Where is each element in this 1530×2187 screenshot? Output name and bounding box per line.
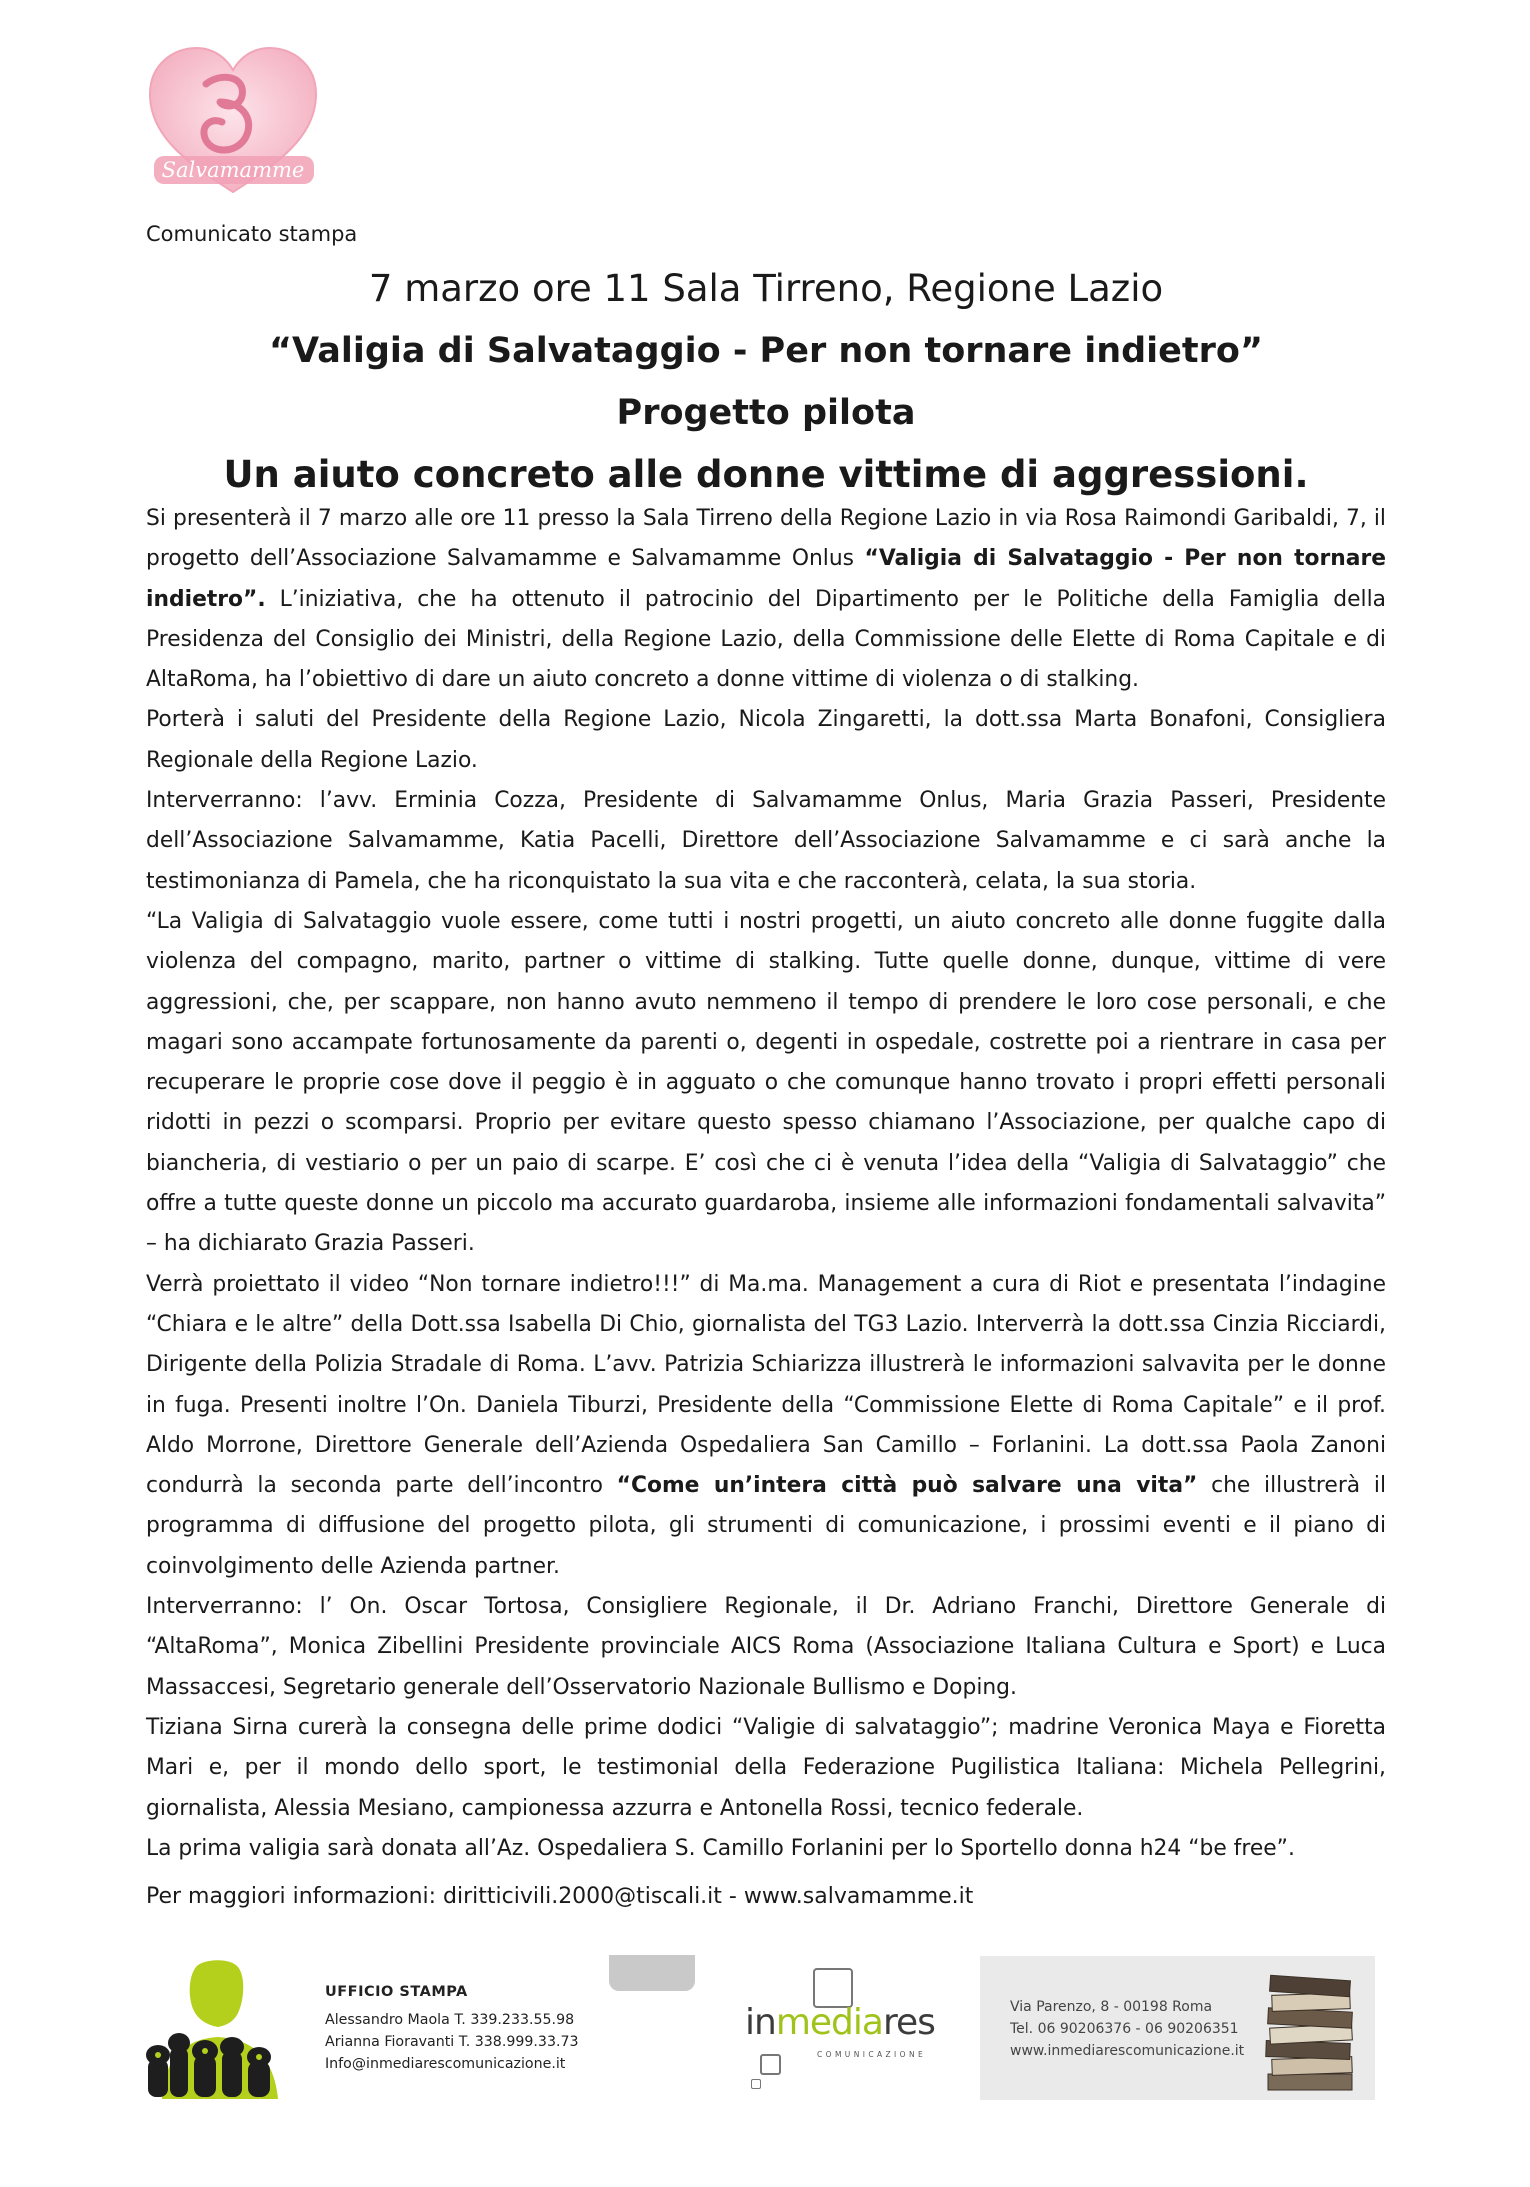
agency-address-box	[980, 1956, 1375, 2100]
website-line: www.inmediarescomunicazione.it	[1010, 2043, 1245, 2059]
inmediares-logo	[745, 1962, 960, 2092]
phone-line: Tel. 06 90206376 - 06 90206351	[1010, 2021, 1239, 2037]
logo-text: Salvamamme	[161, 158, 305, 182]
headings	[146, 258, 1386, 506]
paragraph-text: L’iniziativa, che ha ottenuto il patrocinio del Dipartimento per le Politiche della Famiglia della Presidenza del Consiglio dei Ministri, della Regione Lazio, della Commissione delle Elette di Roma Capitale e di AltaRoma, ha l’obiettivo di dare un aiuto concreto a donne vittime di violenza o di stalking.	[146, 586, 1386, 693]
press-office-heading: UFFICIO STAMPA	[325, 1984, 468, 2000]
brand-subtitle: COMUNICAZIONE	[817, 2050, 927, 2059]
paragraph-quote: “La Valigia di Salvataggio vuole essere, come tutti i nostri progetti, un aiuto concreto alle donne fuggite dalla violenza del compagno, marito, partner o vittime di stalking. Tutte quelle donne, dunque, vittime di vere aggressioni, che, per scappare, non hanno avuto nemmeno il tempo di prendere le loro cose personali, e che magari sono accampate fortunosamente da parenti o, degenti in ospedale, costrette poi a rientrare in casa per recuperare le proprie cose dove il peggio è in agguato o che comunque hanno trovato i propri effetti personali ridotti in pezzi o scomparsi. Proprio per evitare questo spesso chiamano l’Associazione, per qualche capo di biancheria, di vestiario o per un paio di scarpe. E’ così che ci è venuta l’idea della “Valigia di Salvataggio” che offre a tutte queste donne un piccolo ma accurato guardaroba, insieme alle informazioni fondamentali salvavita” – ha dichiarato Grazia Passeri.	[146, 908, 1386, 1257]
lead-heading: Un aiuto concreto alle donne vittime di aggressioni.	[223, 453, 1309, 496]
paragraph-text: che illustrerà il programma di diffusione del progetto pilota, gli strumenti di comunicazione, i prossimi eventi e il piano di coinvolgimento delle Azienda partner.	[146, 1473, 1386, 1579]
paragraph-greetings: Porterà i saluti del Presidente della Regione Lazio, Nicola Zingaretti, la dott.ssa Marta Bonafoni, Consigliera Regionale della Regione Lazio.	[146, 707, 1386, 773]
paragraph-text: Verrà proiettato il video “Non tornare indietro!!!” di Ma.ma. Management a cura di Riot e presentata l’indagine “Chiara e le altre” della Dott.ssa Isabella Di Chio, giornalista del TG3 Lazio. Interverrà la dott.ssa Cinzia Ricciardi, Dirigente della Polizia Stradale di Roma. L’avv. Patrizia Schiarizza illustrerà le informazioni salvavita per le donne in fuga. Presenti inoltre l’On. Daniela Tiburzi, Presidente della “Commissione Elette di Roma Capitale” e il prof. Aldo Morrone, Direttore Generale dell’Azienda Ospedaliera San Camillo – Forlanini. La dott.ssa Paola Zanoni condurrà la seconda parte dell’incontro	[146, 1271, 1386, 1499]
brand-wordmark	[745, 2002, 935, 2043]
paragraph-donation: La prima valigia sarà donata all’Az. Ospedaliera S. Camillo Forlanini per lo Sportello donna h24 “be free”.	[146, 1835, 1295, 1861]
decorative-tab	[609, 1955, 695, 1991]
paragraph-delivery: Tiziana Sirna curerà la consegna delle prime dodici “Valigie di salvataggio”; madrine Veronica Maya e Fioretta Mari e, per il mondo dello sport, le testimonial della Federazione Pugilistica Italiana: Michela Pellegrini, giornalista, Alessia Mesiano, campionessa azzurra e Antonella Rossi, tecnico federale.	[146, 1714, 1386, 1821]
address-line: Via Parenzo, 8 - 00198 Roma	[1010, 1999, 1213, 2015]
press-office-line: Info@inmediarescomunicazione.it	[325, 2056, 566, 2072]
press-release-body	[146, 499, 1386, 1869]
brand-part: media	[775, 2002, 883, 2043]
press-office-line: Alessandro Maola T. 339.233.55.98	[325, 2012, 575, 2028]
salvamamme-logo	[146, 44, 321, 194]
press-office-line: Arianna Fioravanti T. 338.999.33.73	[325, 2034, 579, 2050]
page-subtitle: Progetto pilota	[616, 393, 916, 433]
paragraph-speakers-2: Interverranno: l’ On. Oscar Tortosa, Consigliere Regionale, il Dr. Adriano Franchi, Direttore Generale di “AltaRoma”, Monica Zibellini Presidente provinciale AICS Roma (Associazione Italiana Cultura e Sport) e Luca Massaccesi, Segretario generale dell’Osservatorio Nazionale Bullismo e Doping.	[146, 1594, 1386, 1700]
paragraph-text: Si presenterà il 7 marzo alle ore 11 presso la Sala Tirreno della Regione Lazio in via Rosa Raimondi Garibaldi, 7, il progetto dell’Associazione Salvamamme e Salvamamme Onlus	[146, 506, 1386, 572]
press-office-contacts	[325, 1981, 579, 2075]
event-date-line: 7 marzo ore 11 Sala Tirreno, Regione Lazio	[368, 267, 1164, 310]
brand-part: res	[882, 2002, 935, 2043]
agency-address	[1010, 1996, 1244, 2062]
paragraph-speakers: Interverranno: l’avv. Erminia Cozza, Presidente di Salvamamme Onlus, Maria Grazia Passeri, Presidente dell’Associazione Salvamamme, Katia Pacelli, Direttore dell’Associazione Salvamamme e ci sarà anche la testimonianza di Pamela, che ha riconquistato la sua vita e che racconterà, celata, la sua storia.	[146, 788, 1386, 894]
brand-square-icon	[751, 2079, 761, 2089]
brand-part: in	[745, 2002, 776, 2043]
paragraph-intro	[146, 499, 1386, 700]
speaker-with-microphones-icon	[144, 1955, 296, 2099]
page-title: “Valigia di Salvataggio - Per non tornare indietro”	[269, 331, 1263, 371]
document-label: Comunicato stampa	[146, 222, 358, 246]
paragraph-program	[146, 1265, 1386, 1587]
project-name-bold: “Valigia di Salvataggio - Per non tornare indietro”.	[146, 546, 1386, 612]
session-title-bold: “Come un’intera città può salvare una vita”	[616, 1473, 1198, 1499]
contact-info-line: Per maggiori informazioni: diritticivili.2000@tiscali.it - www.salvamamme.it	[146, 1884, 974, 1909]
brand-square-icon	[760, 2054, 781, 2075]
newspaper-stack-icon	[1262, 1970, 1358, 2094]
